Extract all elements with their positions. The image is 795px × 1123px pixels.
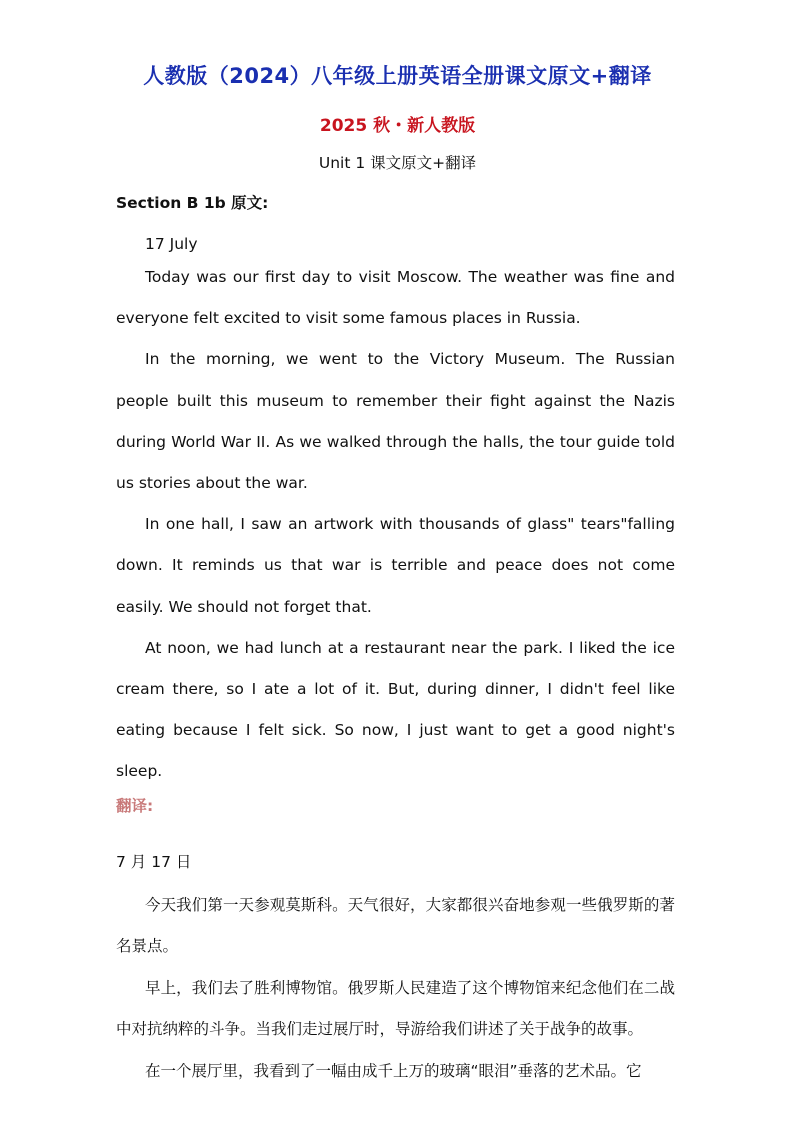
translation-label: 翻译: [116, 796, 154, 815]
document-title: 人教版（2024）八年级上册英语全册课文原文+翻译 [143, 64, 652, 88]
section-heading: Section B 1b 原文: [116, 194, 269, 212]
chinese-paragraph-1: 今天我们第一天参观莫斯科。天气很好，大家都很兴奋地参观一些俄罗斯的著名景点。 [116, 895, 675, 956]
chinese-paragraph-2: 早上，我们去了胜利博物馆。俄罗斯人民建造了这个博物馆来纪念他们在二战中对抗纳粹的斗争。当我们走过展厅时，导游给我们讲述了关于战争的故事。 [116, 978, 675, 1039]
chinese-paragraph-3: 在一个展厅里，我看到了一幅由成千上万的玻璃“眼泪”垂落的艺术品。它 [145, 1061, 642, 1080]
english-paragraph-2: In the morning, we went to the Victory Museum. The Russian people built this museum to remember their fight against the Nazis during World War II. As we walked through the halls, the tour guide told us stories about the war. [116, 350, 675, 493]
unit-heading: Unit 1 课文原文+翻译 [318, 154, 477, 172]
chinese-date: 7 月 17 日 [116, 852, 192, 871]
english-paragraph-3: In one hall, I saw an artwork with thousands of glass" tears"falling down. It reminds us that war is terrible and peace does not come easily. We should not forget that. [116, 515, 675, 616]
english-paragraph-1: Today was our first day to visit Moscow. The weather was fine and everyone felt excited to visit some famous places in Russia. [116, 268, 675, 328]
english-paragraph-4: At noon, we had lunch at a restaurant near the park. I liked the ice cream there, so I ate a lot of it. But, during dinner, I didn't feel like eating because I felt sick. So now, I just want to get a good night's sleep. [116, 638, 675, 781]
english-date: 17 July [145, 235, 198, 253]
document-body [116, 190, 675, 1092]
document-subtitle: 2025 秋・新人教版 [319, 116, 476, 136]
